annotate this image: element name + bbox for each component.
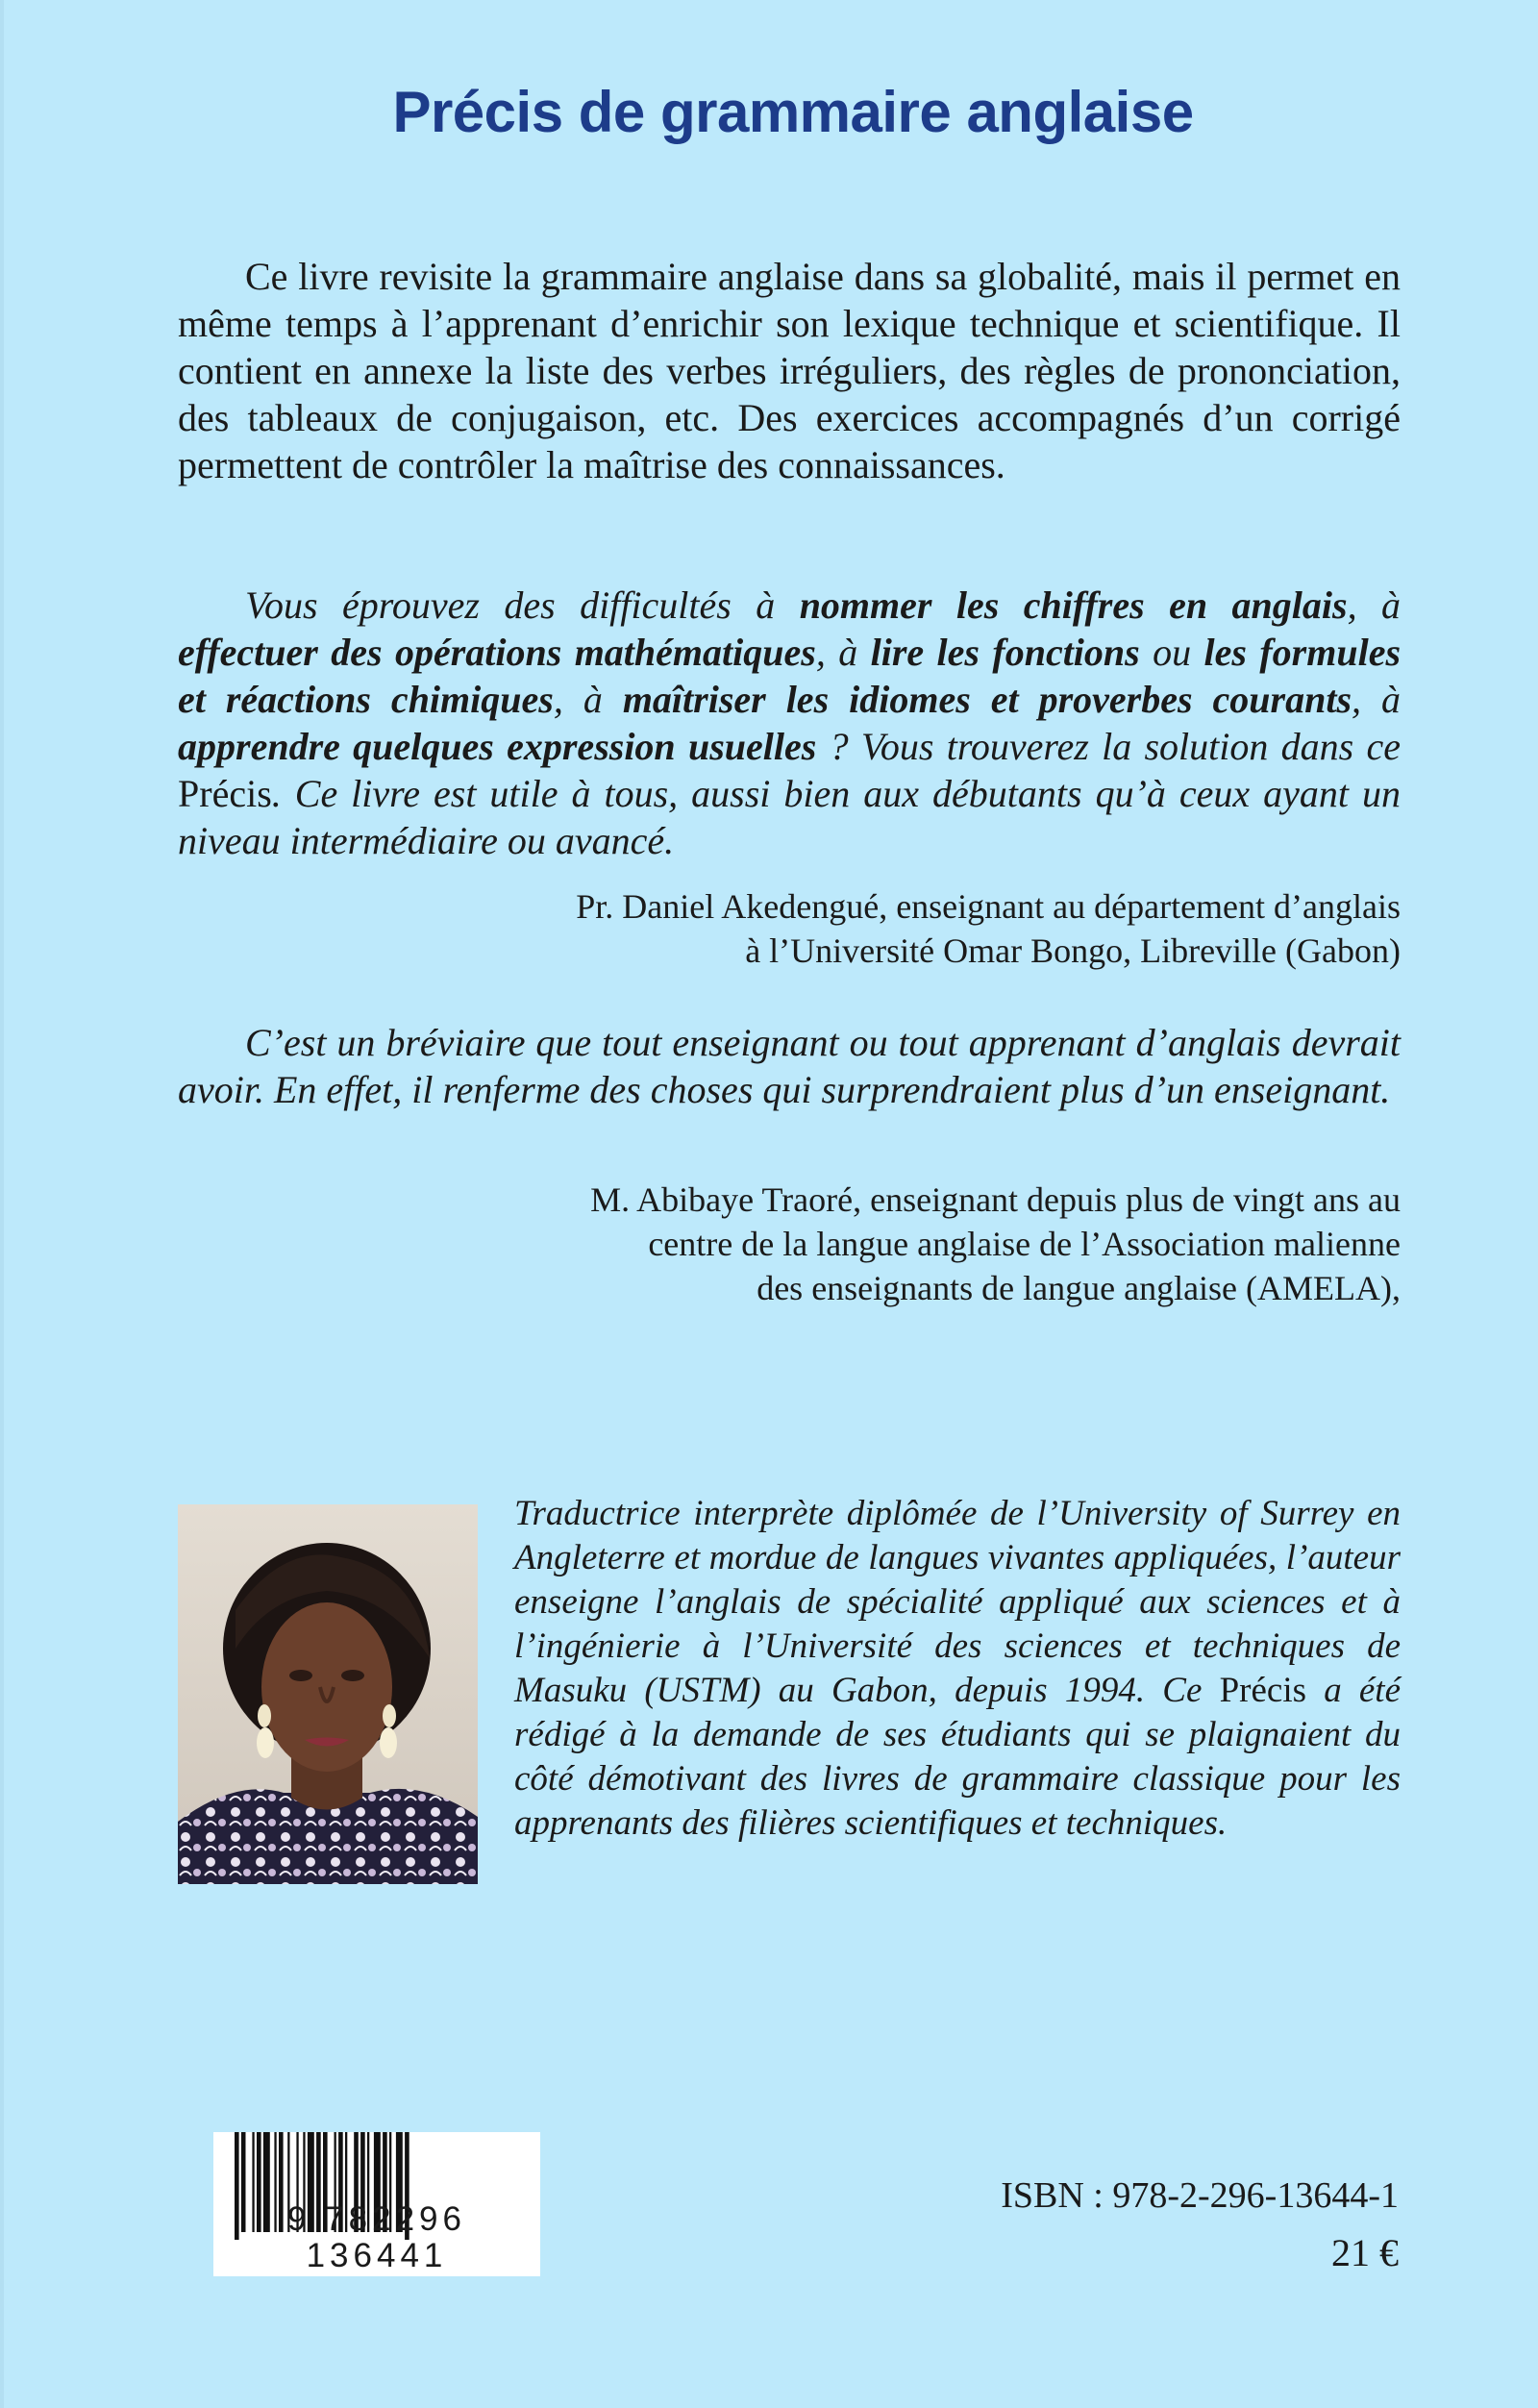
author-photo (178, 1504, 478, 1884)
bio-text: a été rédigé à la demande de ses étudiants qui se plaignaient du côté démotivant des livres de grammaire classique pour les apprenants des filières scientifiques et techniques. (514, 1671, 1402, 1843)
quote1-bold: nommer les chiffres en anglais (799, 583, 1348, 627)
quote1-text: ou (1139, 631, 1204, 674)
quote1-bold: les formules et réactions chimiques (178, 631, 1402, 721)
quote1-bold: lire les fonctions (870, 631, 1140, 674)
attribution-1 (178, 884, 1401, 973)
author-bio (514, 1492, 1401, 1846)
quote1-text: , à (553, 678, 623, 721)
cover-edge (0, 0, 4, 2408)
quote1-upright: Précis (178, 772, 272, 815)
quote1-text: , à (1347, 583, 1402, 627)
attribution-2-line: centre de la langue anglaise de l’Association malienne (648, 1225, 1401, 1263)
quote1-text: ? Vous trouverez la solution dans ce (816, 725, 1401, 768)
price: 21 € (1331, 2231, 1399, 2274)
intro-paragraph (178, 253, 1401, 488)
quote1-text: . Ce livre est utile à tous, aussi bien aux débutants qu’à ceux ayant un niveau intermédiaire ou avancé. (178, 772, 1401, 862)
attribution-1-line: Pr. Daniel Akedengué, enseignant au département d’anglais (576, 887, 1401, 926)
quote1-text: , à (1352, 678, 1402, 721)
author-portrait-icon (178, 1504, 478, 1884)
attribution-2-line: des enseignants de langue anglaise (AMELA), (757, 1269, 1401, 1307)
attribution-1-line: à l’Université Omar Bongo, Libreville (Gabon) (745, 931, 1401, 970)
intro-text: Ce livre revisite la grammaire anglaise dans sa globalité, mais il permet en même temps à l’apprenant d’enrichir son lexique technique et scientifique. Il contient en annexe la liste des verbes irréguliers, des règles de prononciation, des tableaux de conjugaison, etc. Des exercices accompagnés d’un corrigé permettent de contrôler la maîtrise des connaissances. (178, 255, 1401, 486)
quote1-bold: effectuer des opérations mathématiques (178, 631, 816, 674)
book-title: Précis de grammaire anglaise (392, 80, 1194, 144)
isbn: ISBN : 978-2-296-13644-1 (1001, 2175, 1399, 2216)
bio-upright: Précis (1219, 1671, 1307, 1710)
bio-text: Traductrice interprète diplômée de l’University of Surrey en Angleterre et mordue de langues vivantes appliquées, l’auteur enseigne l’anglais de spécialité appliqué aux sciences et à l’ingénierie à l’Université des sciences et techniques de Masuku (USTM) au Gabon, depuis 1994. Ce (514, 1494, 1401, 1710)
barcode-number: 9 782296 136441 (287, 2200, 466, 2274)
review-quote-2 (178, 1019, 1401, 1113)
quote1-bold: maîtriser les idiomes et proverbes courants (622, 678, 1352, 721)
quote1-text: Vous éprouvez des difficultés à (245, 583, 800, 627)
attribution-2 (178, 1178, 1401, 1310)
quote2-text: C’est un bréviaire que tout enseignant ou tout apprenant d’anglais devrait avoir. En effet, il renferme des choses qui surprendraient plus d’un enseignant. (178, 1021, 1401, 1111)
quote1-text: , à (815, 631, 871, 674)
attribution-2-line: M. Abibaye Traoré, enseignant depuis plus de vingt ans au (590, 1180, 1401, 1219)
barcode (213, 2132, 540, 2276)
review-quote-1 (178, 582, 1401, 864)
quote1-bold: apprendre quelques expression usuelles (178, 725, 817, 768)
